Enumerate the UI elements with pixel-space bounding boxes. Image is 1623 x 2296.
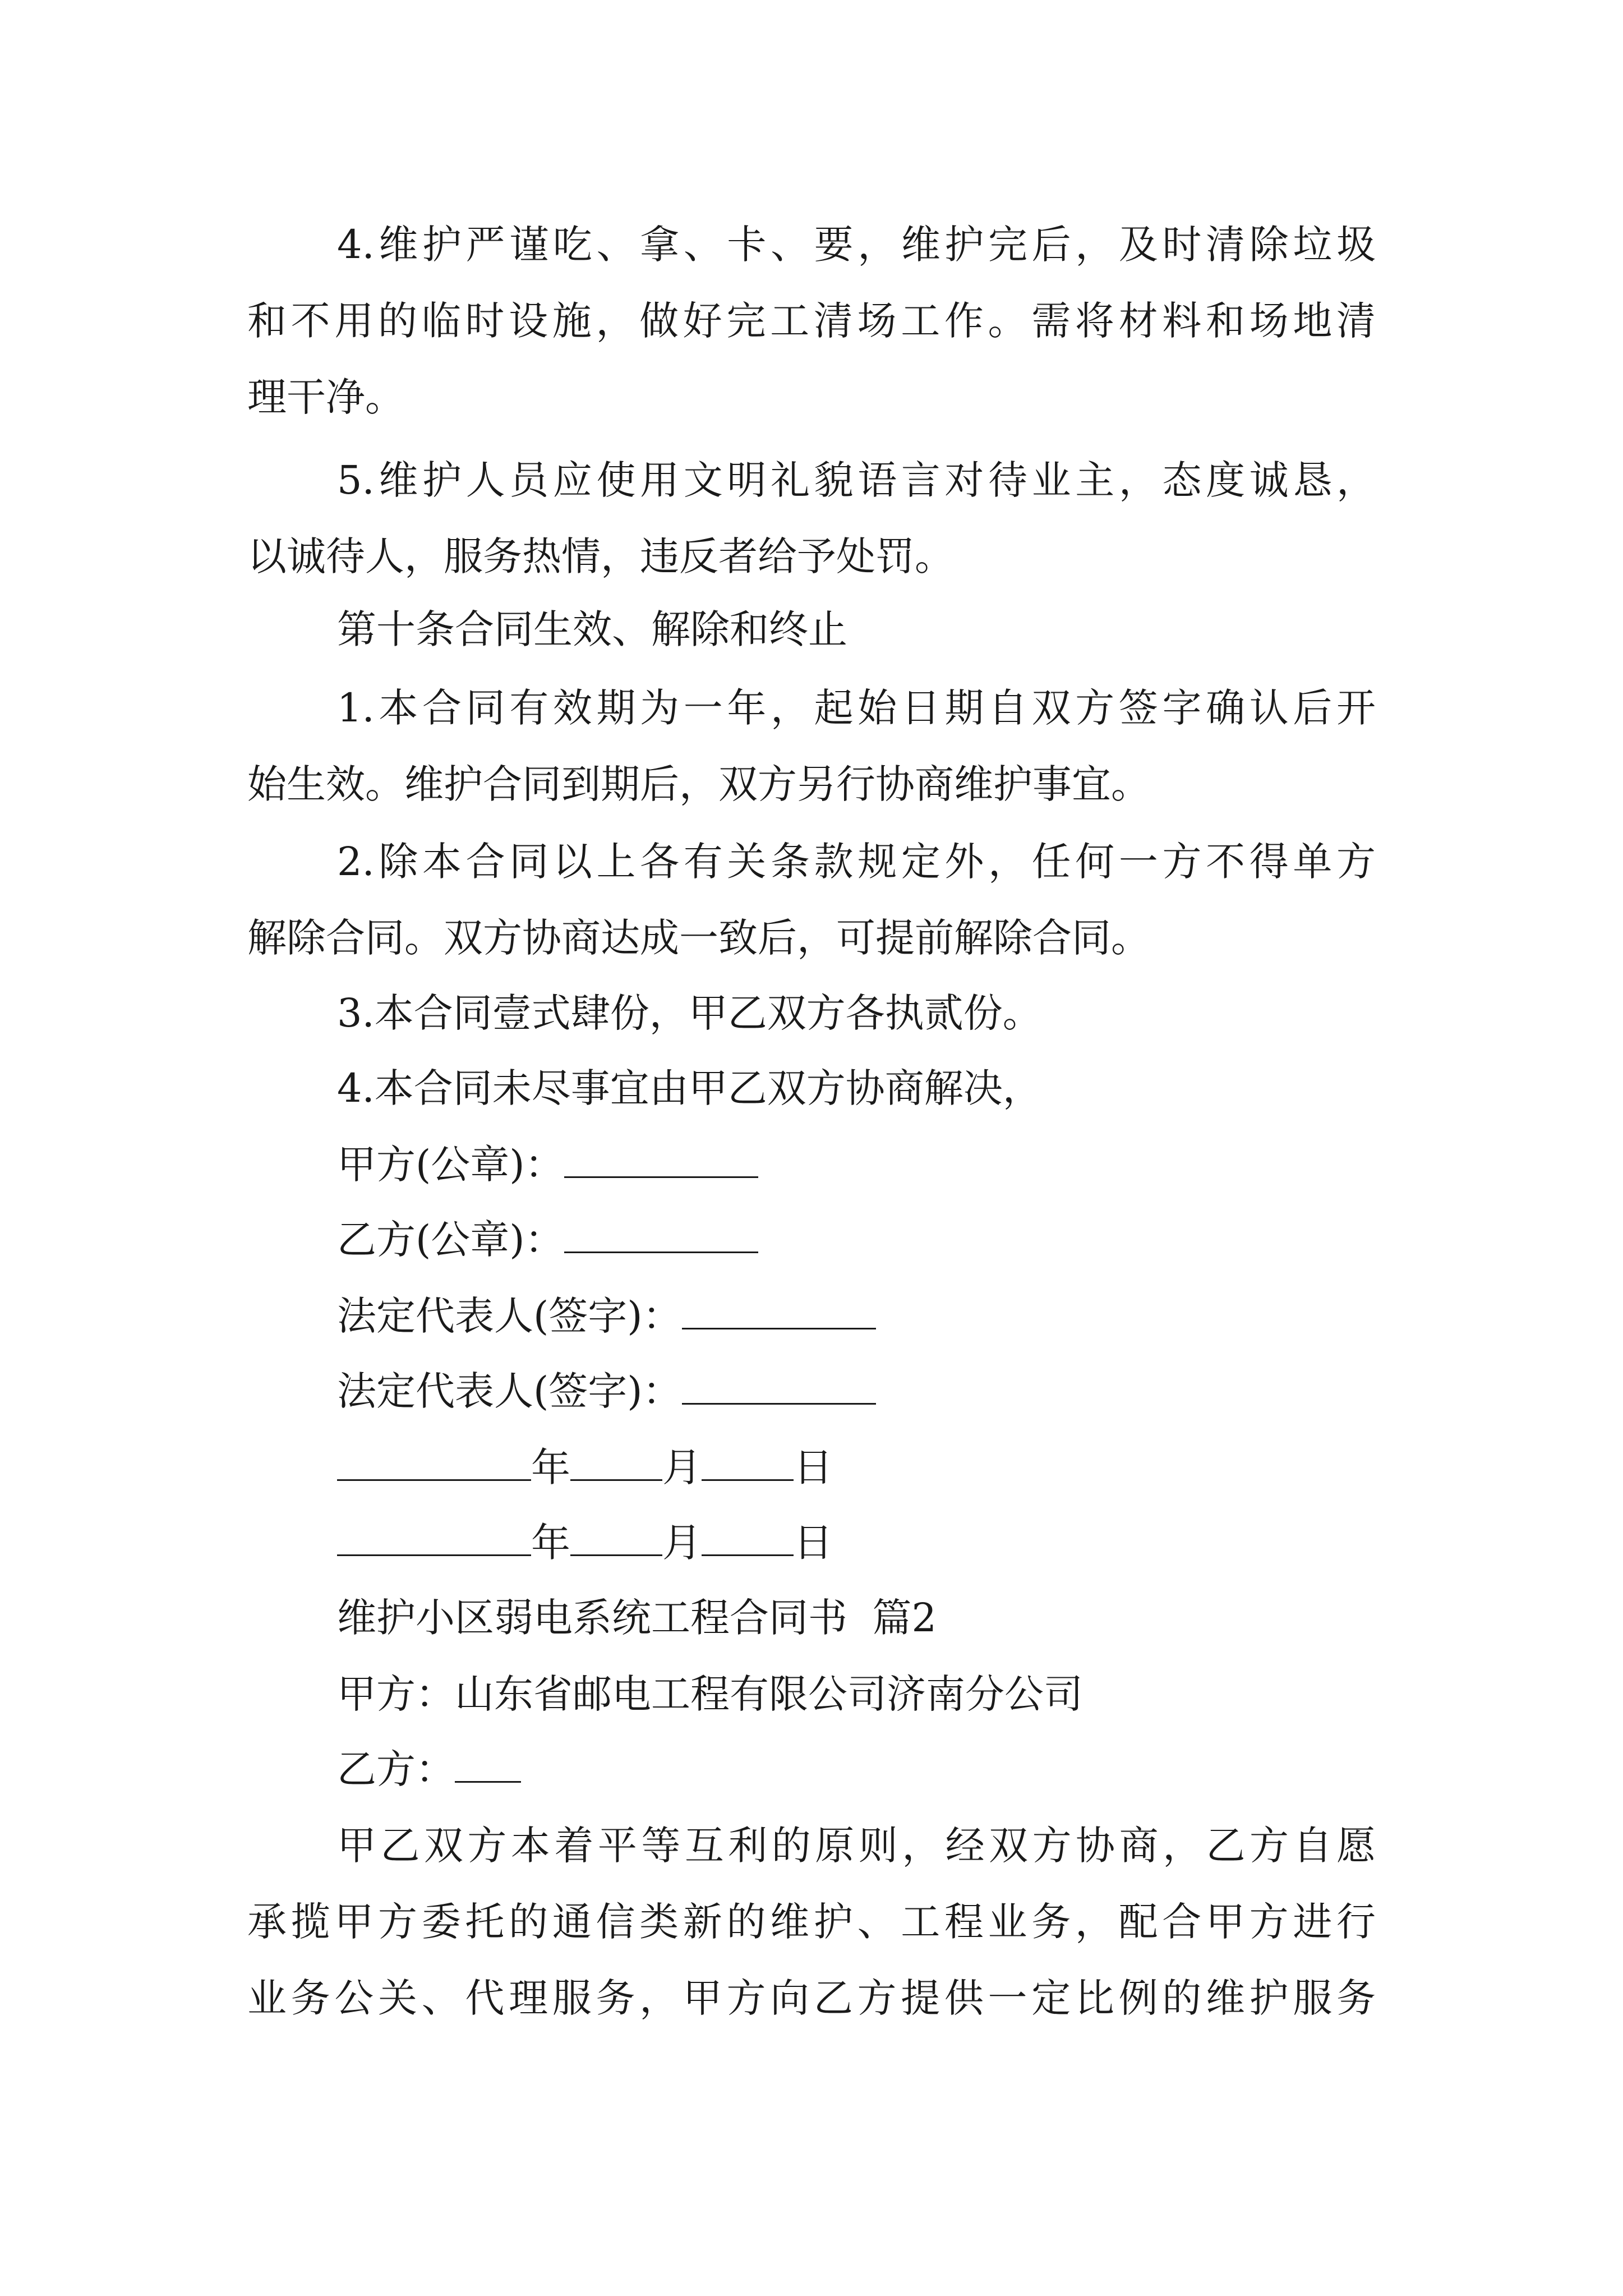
month-label: 月: [662, 1444, 702, 1490]
article-10-title: [337, 601, 847, 657]
month-blank[interactable]: [570, 1520, 662, 1556]
year-blank[interactable]: [337, 1520, 531, 1556]
heading-text: 第十条合同生效、解除和终止: [337, 606, 847, 652]
paragraph-item-4-line-2: [247, 293, 1376, 349]
text-line: 3.本合同壹式肆份，甲乙双方各执贰份。: [337, 990, 1042, 1036]
day-label: 日: [794, 1444, 833, 1490]
legal-rep-1-row: [337, 1288, 876, 1344]
day-blank[interactable]: [702, 1520, 794, 1556]
section-2-intro-line-2: [247, 1894, 1376, 1950]
date-row-2: [337, 1515, 833, 1571]
text-line: 4.本合同未尽事宜由甲乙双方协商解决，: [337, 1065, 1042, 1111]
paragraph-item-4-line-1: [337, 217, 1376, 273]
section-title: 维护小区弱电系统工程合同书 篇2: [337, 1595, 937, 1641]
party-b-blank[interactable]: [455, 1746, 521, 1783]
text-line: 始生效。维护合同到期后，双方另行协商维护事宜。: [247, 761, 1150, 807]
party-b-seal-blank[interactable]: [564, 1217, 758, 1253]
party-a-seal-row: [337, 1137, 758, 1193]
year-label: 年: [531, 1444, 570, 1490]
date-row-1: [337, 1439, 833, 1496]
party-a-seal-blank[interactable]: [564, 1142, 758, 1178]
text-line: 以诚待人，服务热情，违反者给予处罚。: [247, 533, 954, 579]
text-line: 甲乙双方本着平等互利的原则，经双方协商，乙方自愿: [337, 1823, 1376, 1869]
month-label: 月: [662, 1520, 702, 1566]
section-2-intro-line-1: [337, 1818, 1376, 1874]
legal-rep-1-label: 法定代表人(签字)：: [337, 1293, 682, 1339]
party-b-seal-label: 乙方(公章)：: [337, 1217, 564, 1263]
day-label: 日: [794, 1520, 833, 1566]
text-line: 解除合同。双方协商达成一致后，可提前解除合同。: [247, 915, 1150, 961]
text-line: 1.本合同有效期为一年，起始日期自双方签字确认后开: [337, 685, 1376, 731]
party-a-seal-label: 甲方(公章)：: [337, 1142, 564, 1188]
article-10-item-1-line-1: [337, 680, 1376, 736]
section-2-party-a: [337, 1666, 1083, 1722]
year-blank[interactable]: [337, 1444, 531, 1481]
paragraph-item-5-line-2: [247, 528, 954, 585]
paragraph-item-4-line-3: [247, 369, 404, 425]
section-2-title: [337, 1590, 937, 1646]
article-10-item-4: [337, 1060, 1042, 1116]
legal-rep-2-label: 法定代表人(签字)：: [337, 1368, 682, 1414]
text-line: 理干净。: [247, 374, 404, 420]
day-blank[interactable]: [702, 1444, 794, 1481]
article-10-item-1-line-2: [247, 756, 1150, 812]
section-2-party-b: [337, 1741, 521, 1797]
legal-rep-1-blank[interactable]: [682, 1293, 876, 1329]
party-a-text: 甲方：山东省邮电工程有限公司济南分公司: [337, 1671, 1083, 1717]
article-10-item-2-line-2: [247, 910, 1150, 966]
text-line: 5.维护人员应使用文明礼貌语言对待业主，态度诚恳，: [337, 457, 1376, 503]
month-blank[interactable]: [570, 1444, 662, 1481]
text-line: 业务公关、代理服务，甲方向乙方提供一定比例的维护服务: [247, 1975, 1376, 2021]
article-10-item-2-line-1: [337, 834, 1376, 890]
legal-rep-2-row: [337, 1363, 876, 1419]
text-line: 承揽甲方委托的通信类新的维护、工程业务，配合甲方进行: [247, 1899, 1376, 1945]
party-b-seal-row: [337, 1212, 758, 1268]
year-label: 年: [531, 1520, 570, 1566]
party-b-label: 乙方：: [337, 1746, 455, 1792]
paragraph-item-5-line-1: [337, 452, 1376, 508]
section-2-intro-line-3: [247, 1970, 1376, 2026]
text-line: 4.维护严谨吃、拿、卡、要，维护完后，及时清除垃圾: [337, 222, 1376, 268]
text-line: 和不用的临时设施，做好完工清场工作。需将材料和场地清: [247, 298, 1376, 344]
legal-rep-2-blank[interactable]: [682, 1368, 876, 1405]
article-10-item-3: [337, 985, 1042, 1041]
text-line: 2.除本合同以上各有关条款规定外，任何一方不得单方: [337, 839, 1376, 885]
